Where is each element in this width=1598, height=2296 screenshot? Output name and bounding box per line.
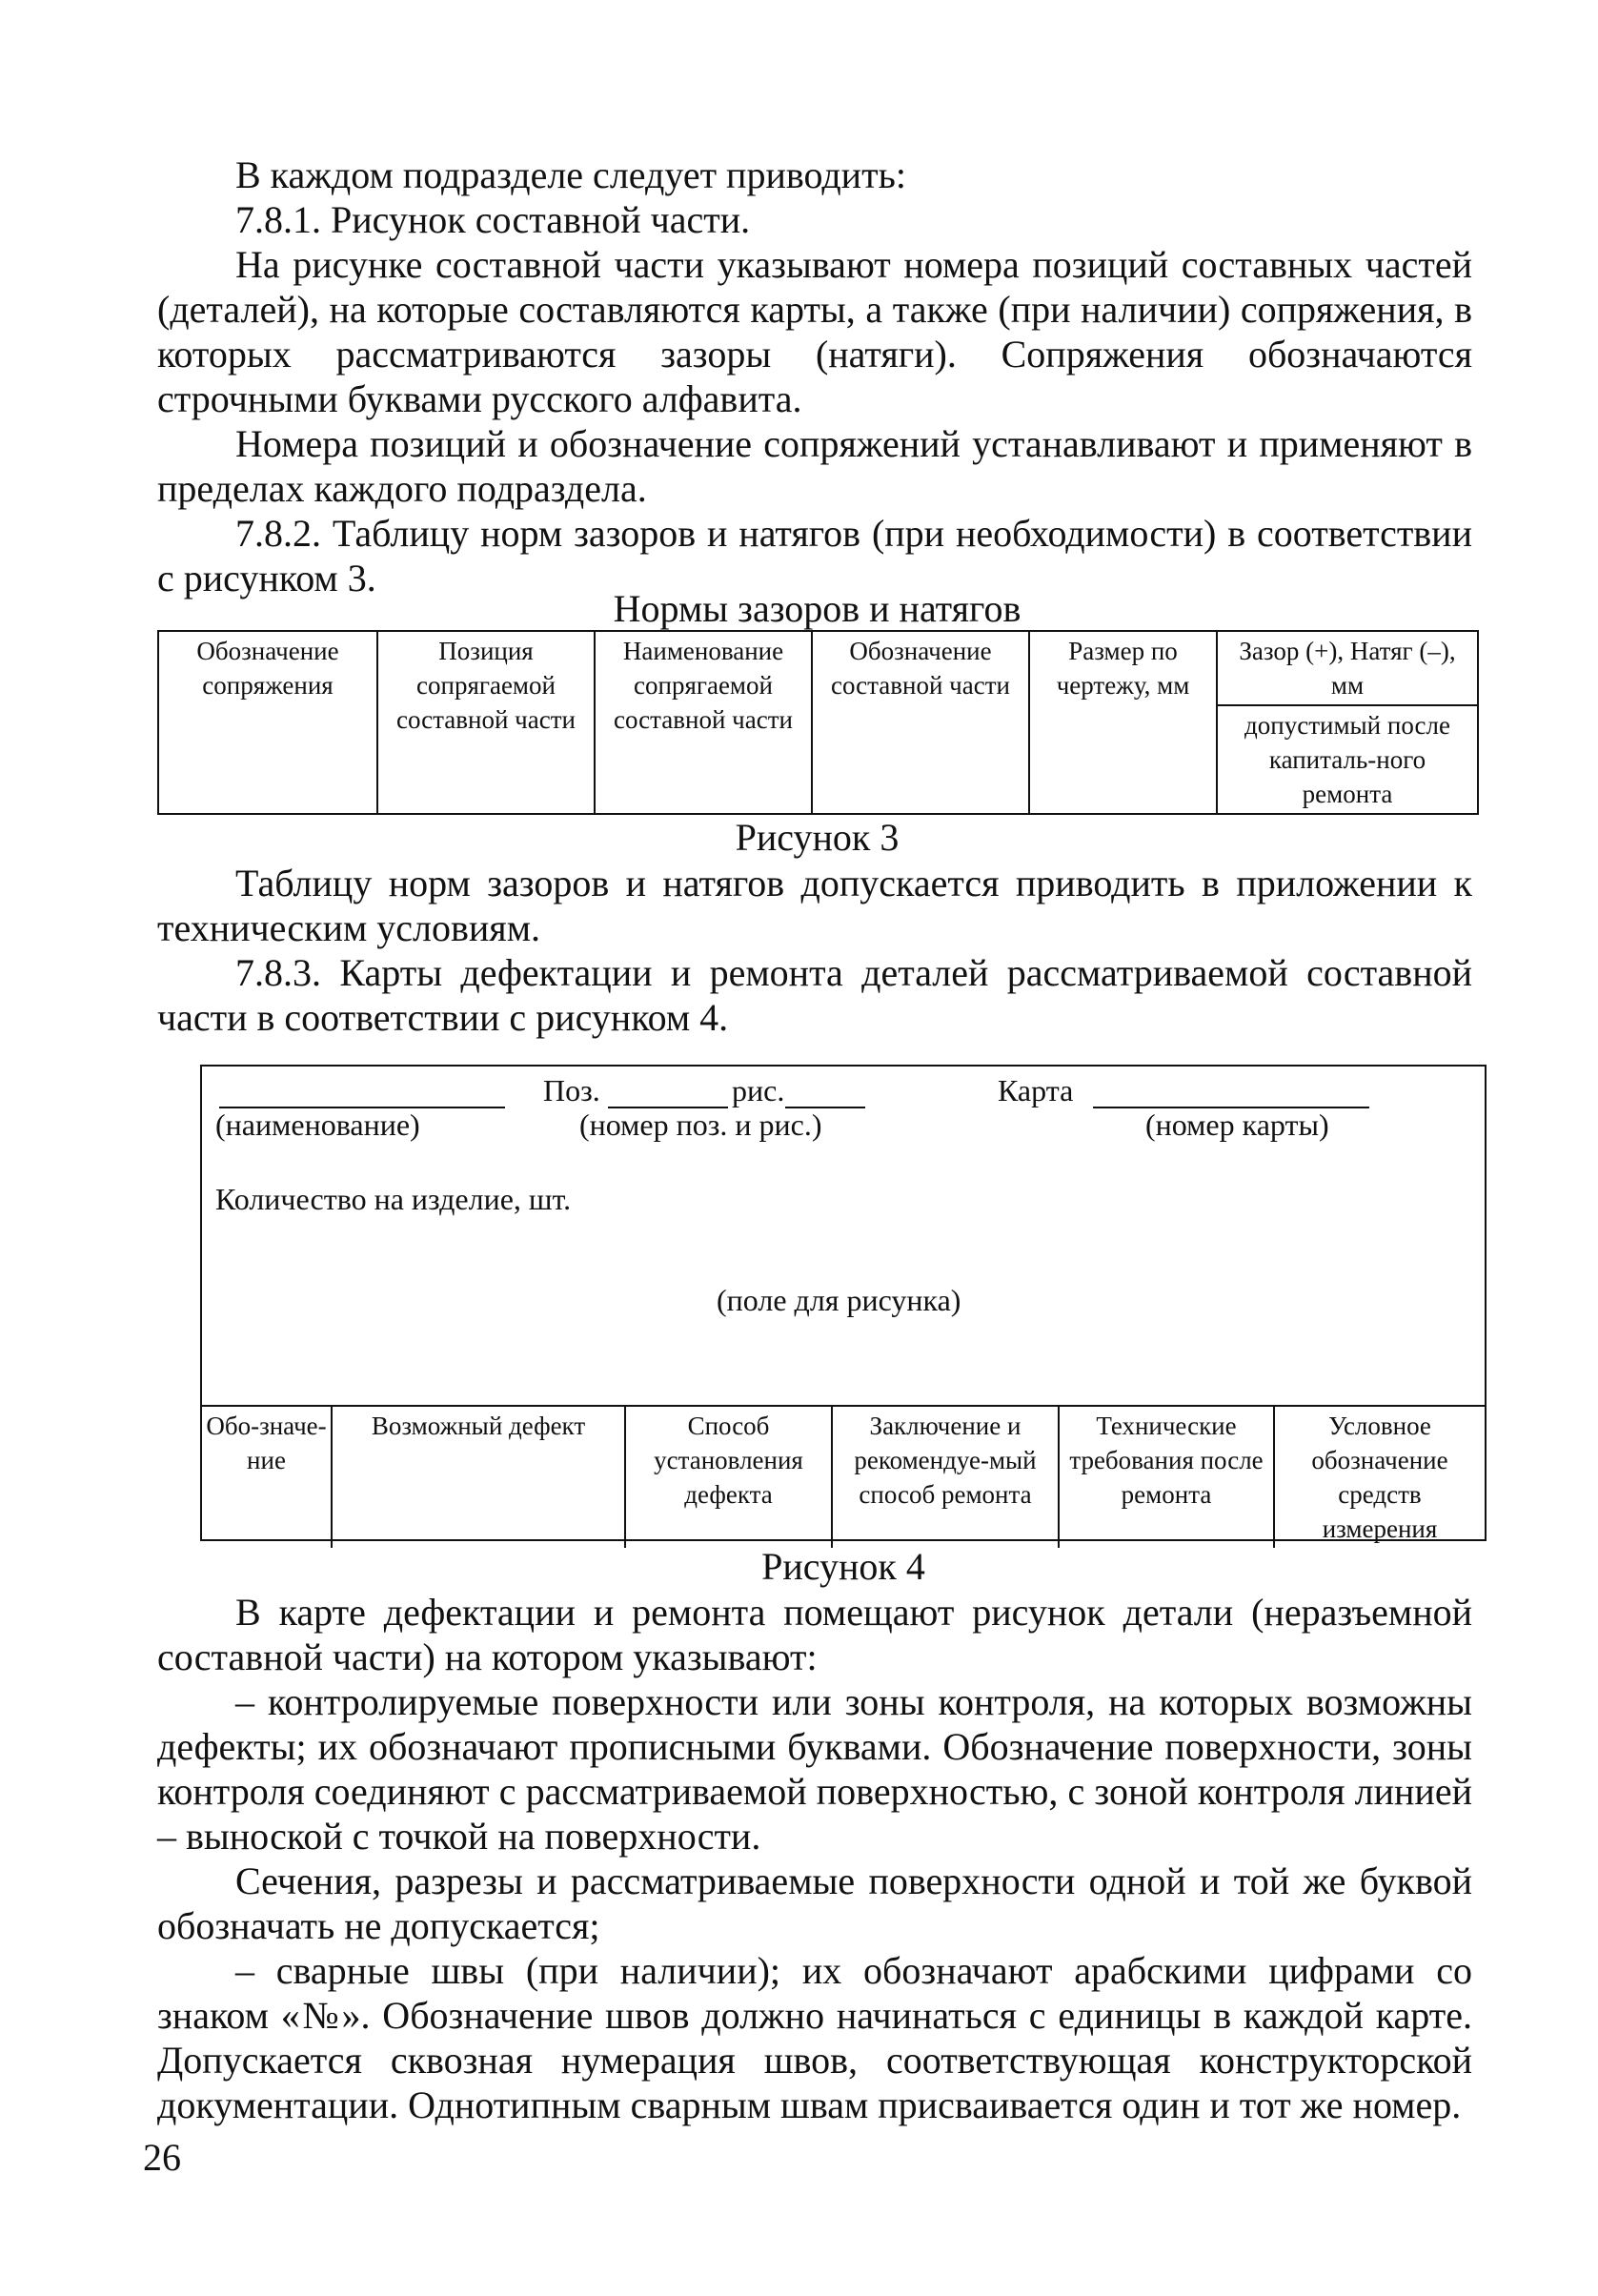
column-header: Обозначение составной части [812, 631, 1029, 814]
column-header: Позиция сопрягаемой составной части [377, 631, 595, 814]
ris-label: рис. [732, 1073, 785, 1107]
column-subheader: допустимый после капиталь-ного ремонта [1244, 711, 1450, 808]
paragraph-appendix-note: Таблицу норм зазоров и натягов допускается приводить в приложении к техническим условиям. [157, 862, 1472, 949]
page-number: 26 [143, 2136, 181, 2179]
column-header: Условное обозначение средств измерения [1274, 1406, 1485, 1548]
paragraph-7-8-1: 7.8.1. Рисунок составной части. [235, 198, 751, 241]
card-number-hint: (номер карты) [1145, 1107, 1329, 1142]
column-header: Обо-значе-ние [202, 1406, 332, 1548]
quantity-label: Количество на изделие, шт. [215, 1182, 572, 1216]
defect-repair-card [200, 1065, 1487, 1541]
paragraph-figure-description: На рисунке составной части указывают номера позиций составных частей (деталей), на которые составляются карты, а также (при наличии) сопряжения, в которых рассматриваются зазоры (натяги). Сопряжения обозначаются строчными буквами русского алфавита. [157, 243, 1472, 420]
poz-label: Поз. [543, 1073, 600, 1107]
column-header: Размер по чертежу, мм [1029, 631, 1217, 814]
paragraph-7-8-3: 7.8.3. Карты дефектации и ремонта деталей рассматриваемой составной части в соответствии с рисунком 4. [157, 951, 1472, 1039]
paragraph-controlled-surfaces: – контролируемые поверхности или зоны контроля, на которых возможны дефекты; их обозначают прописными буквами. Обозначение поверхности, зоны контроля соединяют с рассматриваемой поверхностью, с зоной контроля линией – выноской с точкой на поверхности. [157, 1680, 1472, 1858]
name-hint: (наименование) [215, 1107, 420, 1142]
figure-4-caption: Рисунок 4 [761, 1545, 925, 1588]
column-header: Наименование сопрягаемой составной части [595, 631, 812, 814]
column-header: Возможный дефект [332, 1406, 625, 1548]
paragraph-intro: В каждом подразделе следует приводить: [235, 153, 906, 196]
picture-field-label: (поле для рисунка) [717, 1283, 961, 1317]
column-subheader: Зазор (+), Натяг (–), мм [1218, 632, 1477, 706]
table-title: Нормы зазоров и натягов [613, 587, 1022, 630]
column-header: Обозначение сопряжения [158, 631, 377, 814]
column-header: Заключение и рекомендуе-мый способ ремонта [832, 1406, 1059, 1548]
paragraph-card-contents: В карте дефектации и ремонта помещают рисунок детали (неразъемной составной части) на котором указывают: [157, 1591, 1472, 1678]
paragraph-7-8-2: 7.8.2. Таблицу норм зазоров и натягов (при необходимости) в соответствии с рисунком 3. [157, 512, 1472, 599]
karta-label: Карта [998, 1073, 1074, 1107]
column-header: Технические требования после ремонта [1059, 1406, 1274, 1548]
column-header: Способ установления дефекта [625, 1406, 832, 1548]
defect-table [202, 1405, 1485, 1548]
paragraph-positions: Номера позиций и обозначение сопряжений устанавливают и применяют в пределах каждого подраздела. [157, 422, 1472, 510]
clearance-norms-table [157, 630, 1479, 815]
paragraph-welds: – сварные швы (при наличии); их обозначают арабскими цифрами со знаком «№». Обозначение швов должно начинаться с единицы в каждой карте. Допускается сквозная нумерация швов, соответствующая конструкторской документации. Однотипным сварным швам присваивается один и тот же номер. [157, 1949, 1472, 2126]
column-header-clearance [1217, 631, 1478, 814]
number-hint: (номер поз. и рис.) [579, 1107, 822, 1142]
paragraph-sections: Сечения, разрезы и рассматриваемые поверхности одной и той же буквой обозначать не допускается; [157, 1859, 1472, 1947]
figure-3-caption: Рисунок 3 [735, 816, 900, 859]
